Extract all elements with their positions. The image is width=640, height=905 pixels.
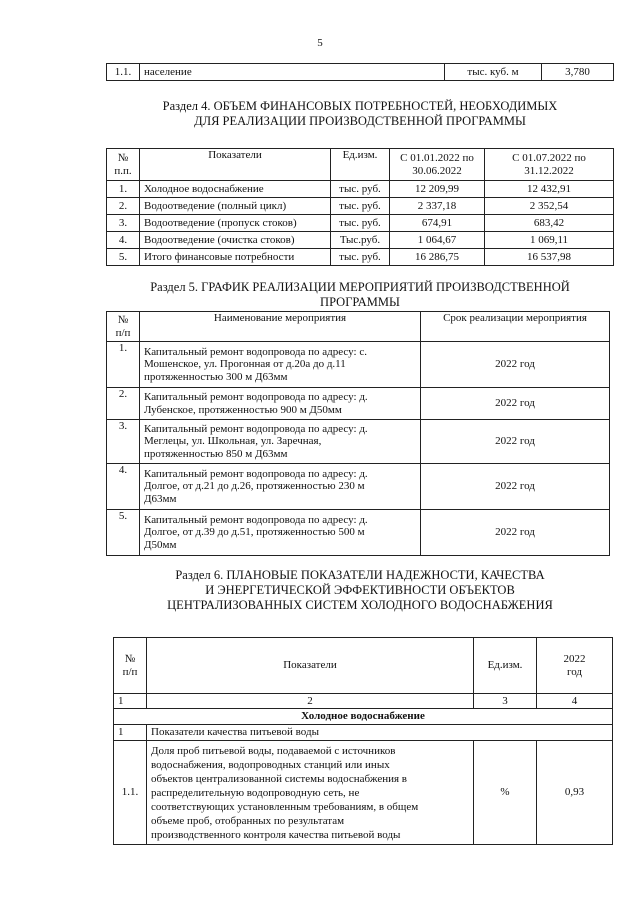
- cell-period1: 16 286,75: [390, 249, 485, 266]
- table-row: [107, 64, 614, 81]
- cell-num: 1.1.: [114, 741, 147, 845]
- cell-period2: 683,42: [485, 215, 614, 232]
- cell-name: Водоотведение (полный цикл): [140, 198, 331, 215]
- cell-num: 1.: [107, 342, 140, 388]
- group-title: Холодное водоснабжение: [114, 709, 613, 725]
- col-number: 1: [114, 694, 147, 709]
- cell-period1: 1 064,67: [390, 232, 485, 249]
- header-num: № п.п.: [107, 149, 140, 181]
- table-row: [114, 741, 613, 845]
- cell-term: 2022 год: [421, 388, 610, 420]
- cell-num: 4.: [107, 232, 140, 249]
- col-number: 4: [537, 694, 613, 709]
- table-row: [107, 510, 610, 556]
- row-value: 3,780: [542, 64, 614, 81]
- cell-num: 3.: [107, 420, 140, 464]
- table-row: [107, 198, 614, 215]
- cell-value: 0,93: [537, 741, 613, 845]
- header-name: Показатели: [147, 638, 474, 694]
- cell-unit: тыс. руб.: [331, 198, 390, 215]
- header-name: Наименование мероприятия: [140, 312, 421, 342]
- cell-num: 2.: [107, 388, 140, 420]
- row-unit: тыс. куб. м: [445, 64, 542, 81]
- table-header-row: [114, 638, 613, 694]
- row-name: население: [140, 64, 445, 81]
- cell-period1: 12 209,99: [390, 181, 485, 198]
- cell-name: Капитальный ремонт водопровода по адресу: д. Долгое, от д.39 до д.51, протяженностью 500 м Д50мм: [140, 510, 421, 556]
- table-header-row: [107, 312, 610, 342]
- page-number: 5: [317, 37, 323, 49]
- cell-name: Итого финансовые потребности: [140, 249, 331, 266]
- cell-term: 2022 год: [421, 420, 610, 464]
- financial-needs-table: [106, 148, 614, 266]
- cell-period2: 16 537,98: [485, 249, 614, 266]
- indicators-table: [113, 637, 613, 845]
- table-header-row: [107, 149, 614, 181]
- subgroup-name: Показатели качества питьевой воды: [147, 725, 613, 741]
- header-unit: Ед.изм.: [474, 638, 537, 694]
- cell-name: Капитальный ремонт водопровода по адресу: д. Лубенское, протяженностью 900 м Д50мм: [140, 388, 421, 420]
- cell-period2: 1 069,11: [485, 232, 614, 249]
- cell-name: Водоотведение (очистка стоков): [140, 232, 331, 249]
- header-period2: С 01.07.2022 по 31.12.2022: [485, 149, 614, 181]
- header-num: № п/п: [107, 312, 140, 342]
- table-row: [107, 388, 610, 420]
- cell-num: 5.: [107, 249, 140, 266]
- cell-unit: тыс. руб.: [331, 181, 390, 198]
- section5-title-line2: ПРОГРАММЫ: [320, 295, 400, 309]
- cell-num: 5.: [107, 510, 140, 556]
- cell-num: 2.: [107, 198, 140, 215]
- cell-period2: 2 352,54: [485, 198, 614, 215]
- cell-name: Холодное водоснабжение: [140, 181, 331, 198]
- cell-unit: тыс. руб.: [331, 249, 390, 266]
- table-row: [107, 420, 610, 464]
- header-name: Показатели: [140, 149, 331, 181]
- section4-title-line1: Раздел 4. ОБЪЕМ ФИНАНСОВЫХ ПОТРЕБНОСТЕЙ, НЕОБХОДИМЫХ: [162, 99, 558, 113]
- row-number: 1.1.: [107, 64, 140, 81]
- cell-term: 2022 год: [421, 464, 610, 510]
- cell-period1: 2 337,18: [390, 198, 485, 215]
- section6-title-line3: ЦЕНТРАЛИЗОВАННЫХ СИСТЕМ ХОЛОДНОГО ВОДОСНАБЖЕНИЯ: [167, 598, 553, 612]
- cell-num: 3.: [107, 215, 140, 232]
- top-continuation-table: [106, 63, 614, 81]
- section6-title-line2: И ЭНЕРГЕТИЧЕСКОЙ ЭФФЕКТИВНОСТИ ОБЪЕКТОВ: [205, 583, 515, 597]
- section6-title: [106, 568, 614, 613]
- section4-title-line2: ДЛЯ РЕАЛИЗАЦИИ ПРОИЗВОДСТВЕННОЙ ПРОГРАММЫ: [194, 114, 526, 128]
- cell-name: Капитальный ремонт водопровода по адресу: д. Меглецы, ул. Школьная, ул. Заречная, протяженностью 850 м Д63мм: [140, 420, 421, 464]
- cell-name: Водоотведение (пропуск стоков): [140, 215, 331, 232]
- cell-name: Капитальный ремонт водопровода по адресу: с. Мошенское, ул. Прогонная от д.20а до д.11 протяженностью 300 м Д63мм: [140, 342, 421, 388]
- table-row: [107, 181, 614, 198]
- subgroup-row: [114, 725, 613, 741]
- table-row: [107, 215, 614, 232]
- column-number-row: [114, 694, 613, 709]
- header-period1: С 01.01.2022 по 30.06.2022: [390, 149, 485, 181]
- cell-period1: 674,91: [390, 215, 485, 232]
- table-row: [107, 342, 610, 388]
- cell-unit: тыс. руб.: [331, 215, 390, 232]
- cell-unit: Тыс.руб.: [331, 232, 390, 249]
- table-row: [107, 249, 614, 266]
- cell-period2: 12 432,91: [485, 181, 614, 198]
- section5-title: [106, 280, 614, 310]
- cell-num: 4.: [107, 464, 140, 510]
- col-number: 3: [474, 694, 537, 709]
- section4-title: [106, 99, 614, 129]
- header-num: № п/п: [114, 638, 147, 694]
- cell-num: 1.: [107, 181, 140, 198]
- group-row: [114, 709, 613, 725]
- section6-title-line1: Раздел 6. ПЛАНОВЫЕ ПОКАЗАТЕЛИ НАДЕЖНОСТИ, КАЧЕСТВА: [175, 568, 545, 582]
- table-row: [107, 464, 610, 510]
- cell-name: Доля проб питьевой воды, подаваемой с источников водоснабжения, водопроводных станций или иных объектов централизованной системы водоснабжения в распределительную водопроводную сеть, не соответствующих установленным требованиям, в общем объеме проб, отобранных по результатам производственного контроля качества питьевой воды: [147, 741, 474, 845]
- schedule-table: [106, 311, 610, 556]
- cell-num: 1: [114, 725, 147, 741]
- header-year: 2022 год: [537, 638, 613, 694]
- header-unit: Ед.изм.: [331, 149, 390, 181]
- section5-title-line1: Раздел 5. ГРАФИК РЕАЛИЗАЦИИ МЕРОПРИЯТИЙ ПРОИЗВОДСТВЕННОЙ: [150, 280, 570, 294]
- cell-name: Капитальный ремонт водопровода по адресу: д. Долгое, от д.21 до д.26, протяженностью 230 м Д63мм: [140, 464, 421, 510]
- cell-unit: %: [474, 741, 537, 845]
- col-number: 2: [147, 694, 474, 709]
- cell-term: 2022 год: [421, 510, 610, 556]
- header-term: Срок реализации мероприятия: [421, 312, 610, 342]
- cell-term: 2022 год: [421, 342, 610, 388]
- table-row: [107, 232, 614, 249]
